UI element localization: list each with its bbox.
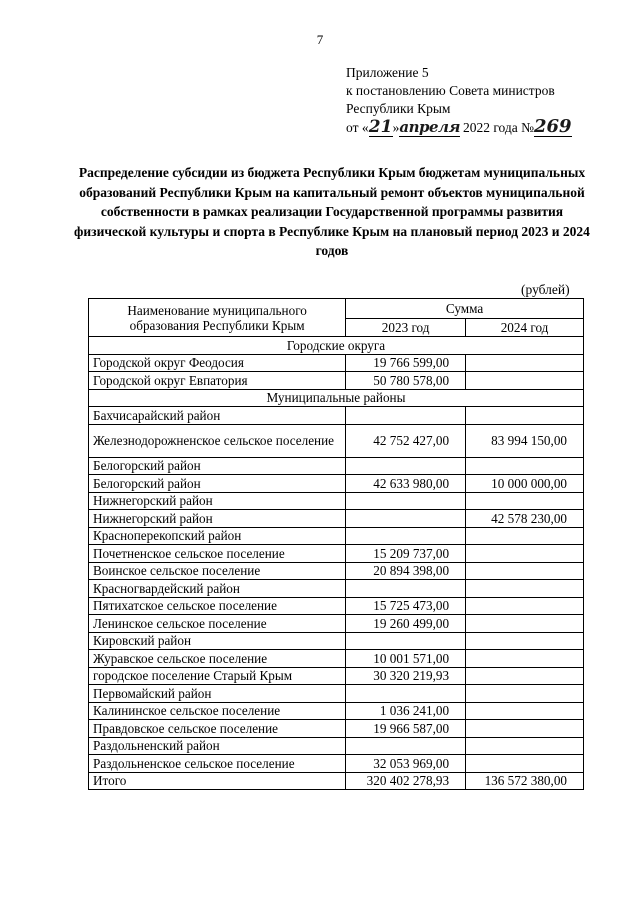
table-row bbox=[89, 545, 584, 563]
doc-number-handwritten: 269 bbox=[534, 116, 572, 137]
section-urban: Городские округа bbox=[89, 337, 584, 355]
row-2024 bbox=[466, 720, 584, 738]
row-2023: 19 966 587,00 bbox=[346, 720, 466, 738]
row-name: Городской округ Феодосия bbox=[89, 354, 346, 372]
row-2023 bbox=[346, 510, 466, 528]
currency-unit: (рублей) bbox=[521, 282, 570, 297]
page-number: 7 bbox=[316, 32, 324, 47]
annex-date-line bbox=[346, 118, 572, 137]
table-row bbox=[89, 372, 584, 390]
header-2024: 2024 год bbox=[466, 319, 584, 337]
row-2023: 50 780 578,00 bbox=[346, 372, 466, 390]
row-name: Раздольненский район bbox=[89, 737, 346, 755]
row-2024 bbox=[466, 580, 584, 598]
table-row bbox=[89, 650, 584, 668]
row-2023: 32 053 969,00 bbox=[346, 755, 466, 773]
row-2023 bbox=[346, 737, 466, 755]
table-row bbox=[89, 424, 584, 457]
row-2023 bbox=[346, 407, 466, 425]
row-2024 bbox=[466, 702, 584, 720]
document-title: Распределение субсидии из бюджета Республики Крым бюджетам муниципальных образований Республики Крым на капитальный ремонт объектов муниципальной собственности в рамках реализации Государственной программы развития физической культуры и спорта в Республике Крым на плановый период 2023 и 2024 годов bbox=[74, 165, 590, 258]
row-name: Кировский район bbox=[89, 632, 346, 650]
row-2024: 42 578 230,00 bbox=[466, 510, 584, 528]
table-row bbox=[89, 407, 584, 425]
row-name: Калининское сельское поселение bbox=[89, 702, 346, 720]
row-2023: 15 209 737,00 bbox=[346, 545, 466, 563]
row-name: Бахчисарайский район bbox=[89, 407, 346, 425]
table-row bbox=[89, 562, 584, 580]
row-name: Правдовское сельское поселение bbox=[89, 720, 346, 738]
row-2024 bbox=[466, 492, 584, 510]
row-2023: 19 260 499,00 bbox=[346, 615, 466, 633]
row-2024 bbox=[466, 755, 584, 773]
table-row bbox=[89, 632, 584, 650]
row-2023 bbox=[346, 632, 466, 650]
date-year: 2022 года № bbox=[462, 120, 534, 135]
row-name: Ленинское сельское поселение bbox=[89, 615, 346, 633]
row-2023: 30 320 219,93 bbox=[346, 667, 466, 685]
table-row bbox=[89, 755, 584, 773]
total-2023: 320 402 278,93 bbox=[346, 772, 466, 790]
row-name: Городской округ Евпатория bbox=[89, 372, 346, 390]
table-row bbox=[89, 685, 584, 703]
date-month-handwritten: апреля bbox=[399, 118, 460, 136]
row-2024 bbox=[466, 407, 584, 425]
row-2023: 15 725 473,00 bbox=[346, 597, 466, 615]
row-2024 bbox=[466, 372, 584, 390]
header-sum: Сумма bbox=[346, 299, 584, 319]
row-2024 bbox=[466, 667, 584, 685]
row-name: Воинское сельское поселение bbox=[89, 562, 346, 580]
header-name: Наименование муниципального образования Республики Крым bbox=[89, 299, 346, 337]
row-name: Белогорский район bbox=[89, 475, 346, 493]
subsidy-table bbox=[88, 298, 584, 790]
row-2024 bbox=[466, 597, 584, 615]
date-prefix: от « bbox=[346, 120, 369, 135]
row-name: Красногвардейский район bbox=[89, 580, 346, 598]
row-2023: 19 766 599,00 bbox=[346, 354, 466, 372]
table-row bbox=[89, 475, 584, 493]
row-2023 bbox=[346, 580, 466, 598]
row-2023 bbox=[346, 685, 466, 703]
table-row bbox=[89, 597, 584, 615]
row-name: Раздольненское сельское поселение bbox=[89, 755, 346, 773]
table-row bbox=[89, 510, 584, 528]
table-row bbox=[89, 492, 584, 510]
table-row bbox=[89, 580, 584, 598]
row-2023: 1 036 241,00 bbox=[346, 702, 466, 720]
row-2024 bbox=[466, 737, 584, 755]
row-2024: 83 994 150,00 bbox=[466, 424, 584, 457]
row-2024 bbox=[466, 457, 584, 475]
table-row bbox=[89, 615, 584, 633]
table-row bbox=[89, 702, 584, 720]
row-2023 bbox=[346, 527, 466, 545]
row-name: Журавское сельское поселение bbox=[89, 650, 346, 668]
date-day-handwritten: 21 bbox=[368, 117, 393, 137]
total-label: Итого bbox=[89, 772, 346, 790]
row-name: Первомайский район bbox=[89, 685, 346, 703]
row-name: Белогорский район bbox=[89, 457, 346, 475]
row-name: Пятихатское сельское поселение bbox=[89, 597, 346, 615]
table-row bbox=[89, 527, 584, 545]
row-2024 bbox=[466, 527, 584, 545]
row-2023: 20 894 398,00 bbox=[346, 562, 466, 580]
row-2023 bbox=[346, 492, 466, 510]
date-mid: » bbox=[392, 120, 400, 135]
row-name: Почетненское сельское поселение bbox=[89, 545, 346, 563]
row-name: городское поселение Старый Крым bbox=[89, 667, 346, 685]
row-2024 bbox=[466, 354, 584, 372]
row-2023: 10 001 571,00 bbox=[346, 650, 466, 668]
row-2024 bbox=[466, 632, 584, 650]
total-row bbox=[89, 772, 584, 790]
row-2024 bbox=[466, 615, 584, 633]
row-2023 bbox=[346, 457, 466, 475]
row-name: Нижнегорский район bbox=[89, 510, 346, 528]
annex-line-1: Приложение 5 bbox=[346, 65, 429, 80]
row-name: Железнодорожненское сельское поселение bbox=[89, 424, 346, 457]
total-2024: 136 572 380,00 bbox=[466, 772, 584, 790]
row-2024 bbox=[466, 685, 584, 703]
row-2024 bbox=[466, 545, 584, 563]
table-row bbox=[89, 667, 584, 685]
table-body bbox=[89, 337, 584, 790]
table-row bbox=[89, 737, 584, 755]
row-name: Нижнегорский район bbox=[89, 492, 346, 510]
row-2024 bbox=[466, 650, 584, 668]
table-row bbox=[89, 354, 584, 372]
row-2023: 42 752 427,00 bbox=[346, 424, 466, 457]
row-2023: 42 633 980,00 bbox=[346, 475, 466, 493]
section-municipal: Муниципальные районы bbox=[89, 389, 584, 407]
annex-block bbox=[346, 64, 572, 137]
table-row bbox=[89, 720, 584, 738]
annex-line-3: Республики Крым bbox=[346, 101, 451, 116]
header-2023: 2023 год bbox=[346, 319, 466, 337]
annex-line-2: к постановлению Совета министров bbox=[346, 83, 555, 98]
row-2024: 10 000 000,00 bbox=[466, 475, 584, 493]
table-row bbox=[89, 457, 584, 475]
row-2024 bbox=[466, 562, 584, 580]
row-name: Красноперекопский район bbox=[89, 527, 346, 545]
